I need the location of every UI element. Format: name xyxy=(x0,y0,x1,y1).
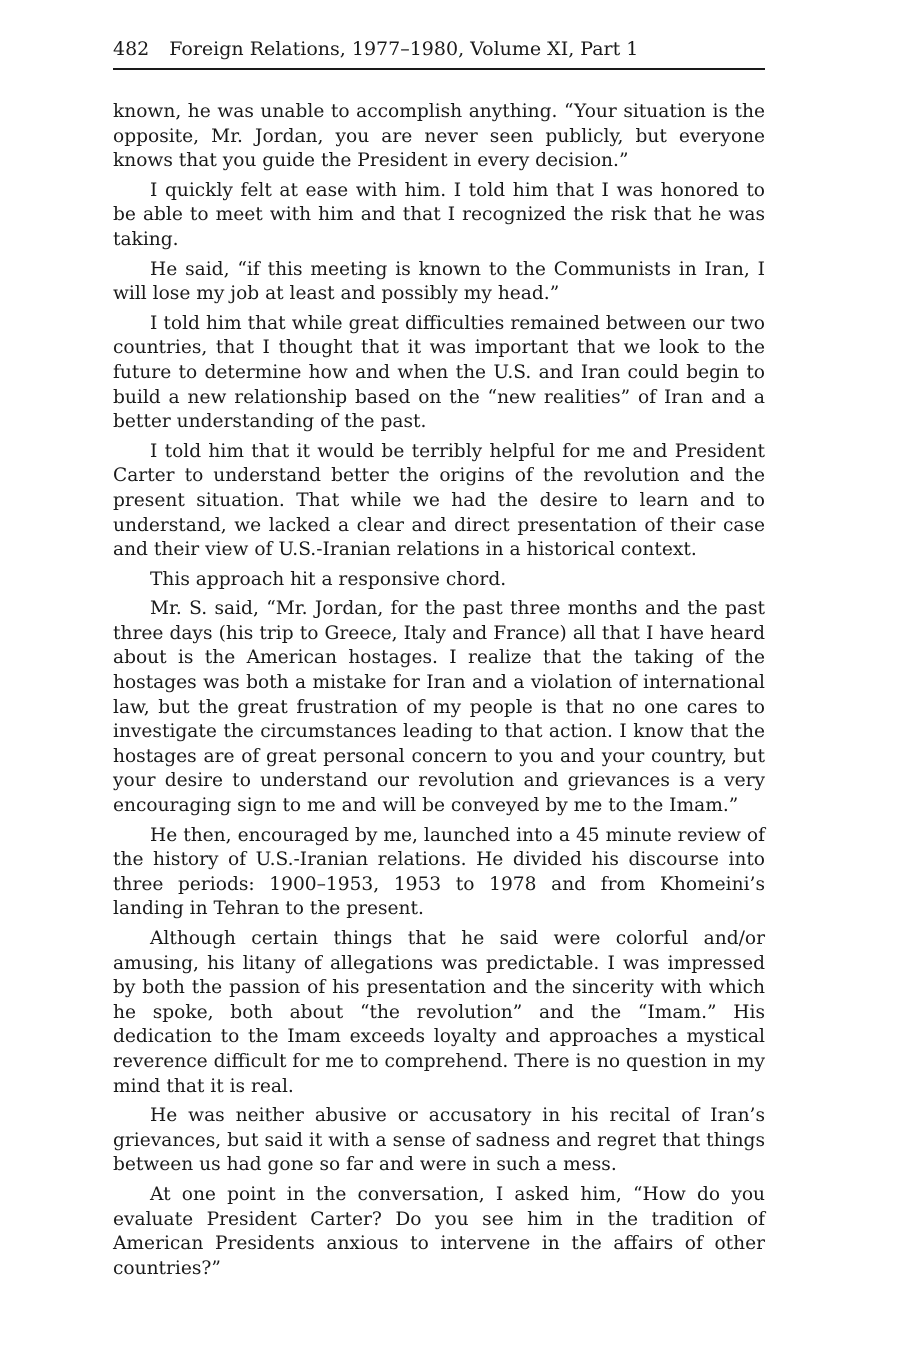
document-page xyxy=(113,36,765,1286)
paragraph: Mr. S. said, “Mr. Jordan, for the past three months and the past three days (his trip to Greece, Italy and France) all that I have heard about is the American hostages. I realize that the taking of the hostages was both a mistake for Iran and a violation of international law, but the great frustration of my people is that no one cares to investigate the circumstances leading to that action. I know that the hostages are of great personal concern to you and your country, but your desire to understand our revolution and grievances is a very encouraging sign to me and will be conveyed by me to the Imam.” xyxy=(113,598,765,817)
paragraph: This approach hit a responsive chord. xyxy=(150,568,507,590)
paragraph: At one point in the conversation, I asked him, “How do you evaluate President Carter? Do you see him in the tradition of American Presidents anxious to intervene in the affairs of other countries?” xyxy=(113,1183,765,1279)
paragraph: I told him that while great difficulties remained between our two countries, that I thought that it was important that we look to the future to determine how and when the U.S. and Iran could begin to build a new relationship based on the “new realities” of Iran and a better understanding of the past. xyxy=(113,312,765,433)
running-title: Foreign Relations, 1977–1980, Volume XI, Part 1 xyxy=(169,38,639,60)
body-text xyxy=(113,100,765,1281)
paragraph: Although certain things that he said were colorful and/or amusing, his litany of allegations was predictable. I was impressed by both the passion of his presentation and the sincerity with which he spoke, both about “the revolution” and the “Imam.” His dedication to the Imam exceeds loyalty and approaches a mystical reverence difficult for me to comprehend. There is no question in my mind that it is real. xyxy=(113,928,765,1097)
running-head xyxy=(113,36,765,70)
paragraph: He was neither abusive or accusatory in his recital of Iran’s grievances, but said it with a sense of sadness and regret that things between us had gone so far and were in such a mess. xyxy=(113,1105,765,1176)
paragraph: He then, encouraged by me, launched into a 45 minute review of the history of U.S.-Iranian relations. He divided his discourse into three periods: 1900–1953, 1953 to 1978 and from Khomeini’s landing in Tehran to the present. xyxy=(113,824,765,920)
page-number: 482 xyxy=(113,38,150,60)
paragraph: I told him that it would be terribly helpful for me and President Carter to understand better the origins of the revolution and the present situation. That while we had the desire to learn and to understand, we lacked a clear and direct presentation of their case and their view of U.S.-Iranian relations in a historical context. xyxy=(113,440,765,561)
paragraph: known, he was unable to accomplish anything. “Your situation is the opposite, Mr. Jordan, you are never seen publicly, but everyone knows that you guide the President in every decision.” xyxy=(113,101,765,172)
paragraph: I quickly felt at ease with him. I told him that I was honored to be able to meet with him and that I recognized the risk that he was taking. xyxy=(113,179,765,250)
paragraph: He said, “if this meeting is known to the Communists in Iran, I will lose my job at least and possibly my head.” xyxy=(113,258,765,305)
